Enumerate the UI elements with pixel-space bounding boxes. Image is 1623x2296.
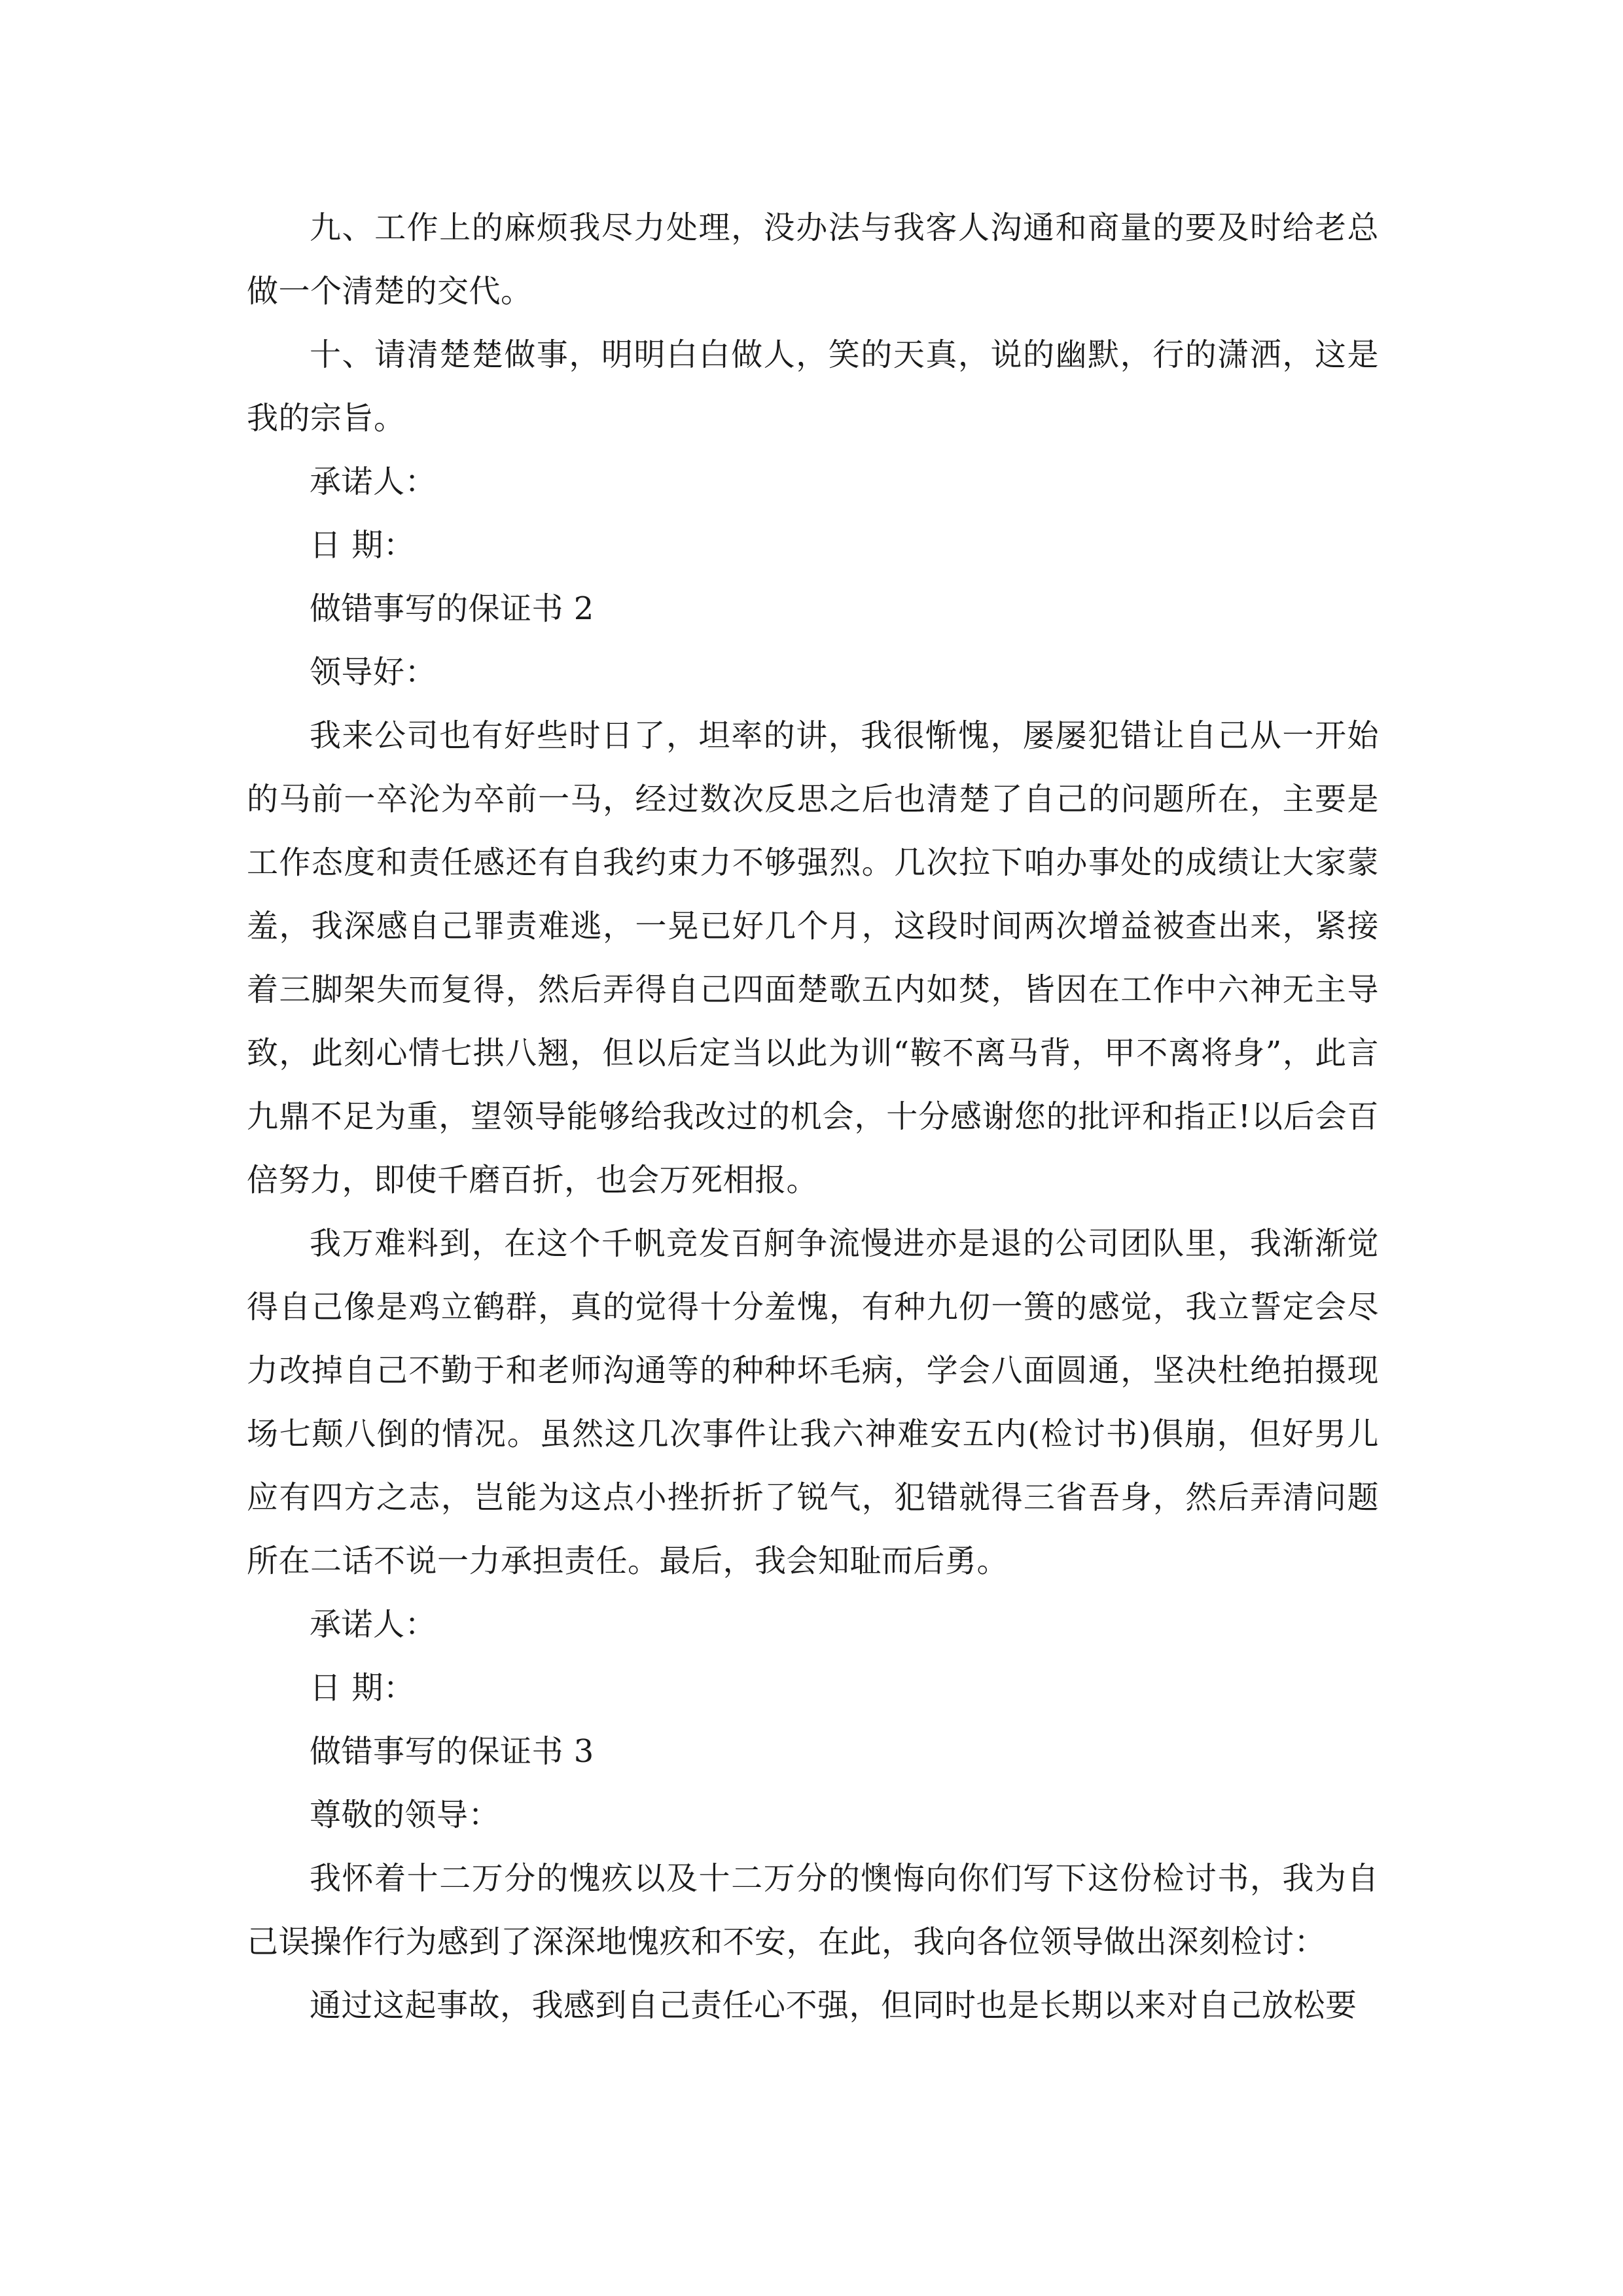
signer-label: 承诺人： — [310, 1606, 437, 1643]
salutation: 领导好： — [310, 654, 437, 691]
date-label: 日 期： — [310, 527, 416, 564]
paragraph-item-ten: 十、请清楚楚做事，明明白白做人，笑的天真，说的幽默，行的潇洒，这是我的宗旨。 — [247, 336, 1379, 437]
paragraph-item-nine: 九、工作上的麻烦我尽力处理，没办法与我客人沟通和商量的要及时给老总做一个清楚的交代。 — [247, 209, 1379, 310]
body-paragraph: 通过这起事故，我感到自己责任心不强，但同时也是长期以来对自己放松要 — [310, 1987, 1357, 2024]
body-paragraph: 我万难料到，在这个千帆竞发百舸争流慢进亦是退的公司团队里，我渐渐觉得自己像是鸡立鹤群，真的觉得十分羞愧，有种九仞一篑的感觉，我立誓定会尽力改掉自己不勤于和老师沟通等的种种坏毛病，学会八面圆通，坚决杜绝拍摄现场七颠八倒的情况。虽然这几次事件让我六神难安五内(检讨书)俱崩，但好男儿应有四方之志，岂能为这点小挫折折了锐气，犯错就得三省吾身，然后弄清问题所在二话不说一力承担责任。最后，我会知耻而后勇。 — [247, 1225, 1379, 1579]
salutation: 尊敬的领导： — [310, 1797, 501, 1833]
signer-label: 承诺人： — [310, 463, 437, 500]
body-paragraph: 我来公司也有好些时日了，坦率的讲，我很惭愧，屡屡犯错让自己从一开始的马前一卒沦为卒前一马，经过数次反思之后也清楚了自己的问题所在，主要是工作态度和责任感还有自我约束力不够强烈。几次拉下咱办事处的成绩让大家蒙羞，我深感自己罪责难逃，一晃已好几个月，这段时间两次增益被查出来，紧接着三脚架失而复得，然后弄得自己四面楚歌五内如焚，皆因在工作中六神无主导致，此刻心情七拱八翘，但以后定当以此为训“鞍不离马背，甲不离将身”，此言九鼎不足为重，望领导能够给我改过的机会，十分感谢您的批评和指正!以后会百倍努力，即使千磨百折，也会万死相报。 — [247, 717, 1379, 1198]
date-label: 日 期： — [310, 1670, 416, 1706]
section-title-3: 做错事写的保证书 3 — [310, 1733, 594, 1770]
body-paragraph: 我怀着十二万分的愧疚以及十二万分的懊悔向你们写下这份检讨书，我为自己误操作行为感到了深深地愧疚和不安，在此，我向各位领导做出深刻检讨： — [247, 1860, 1379, 1960]
section-title-2: 做错事写的保证书 2 — [310, 590, 594, 627]
document-body — [247, 196, 1379, 2037]
